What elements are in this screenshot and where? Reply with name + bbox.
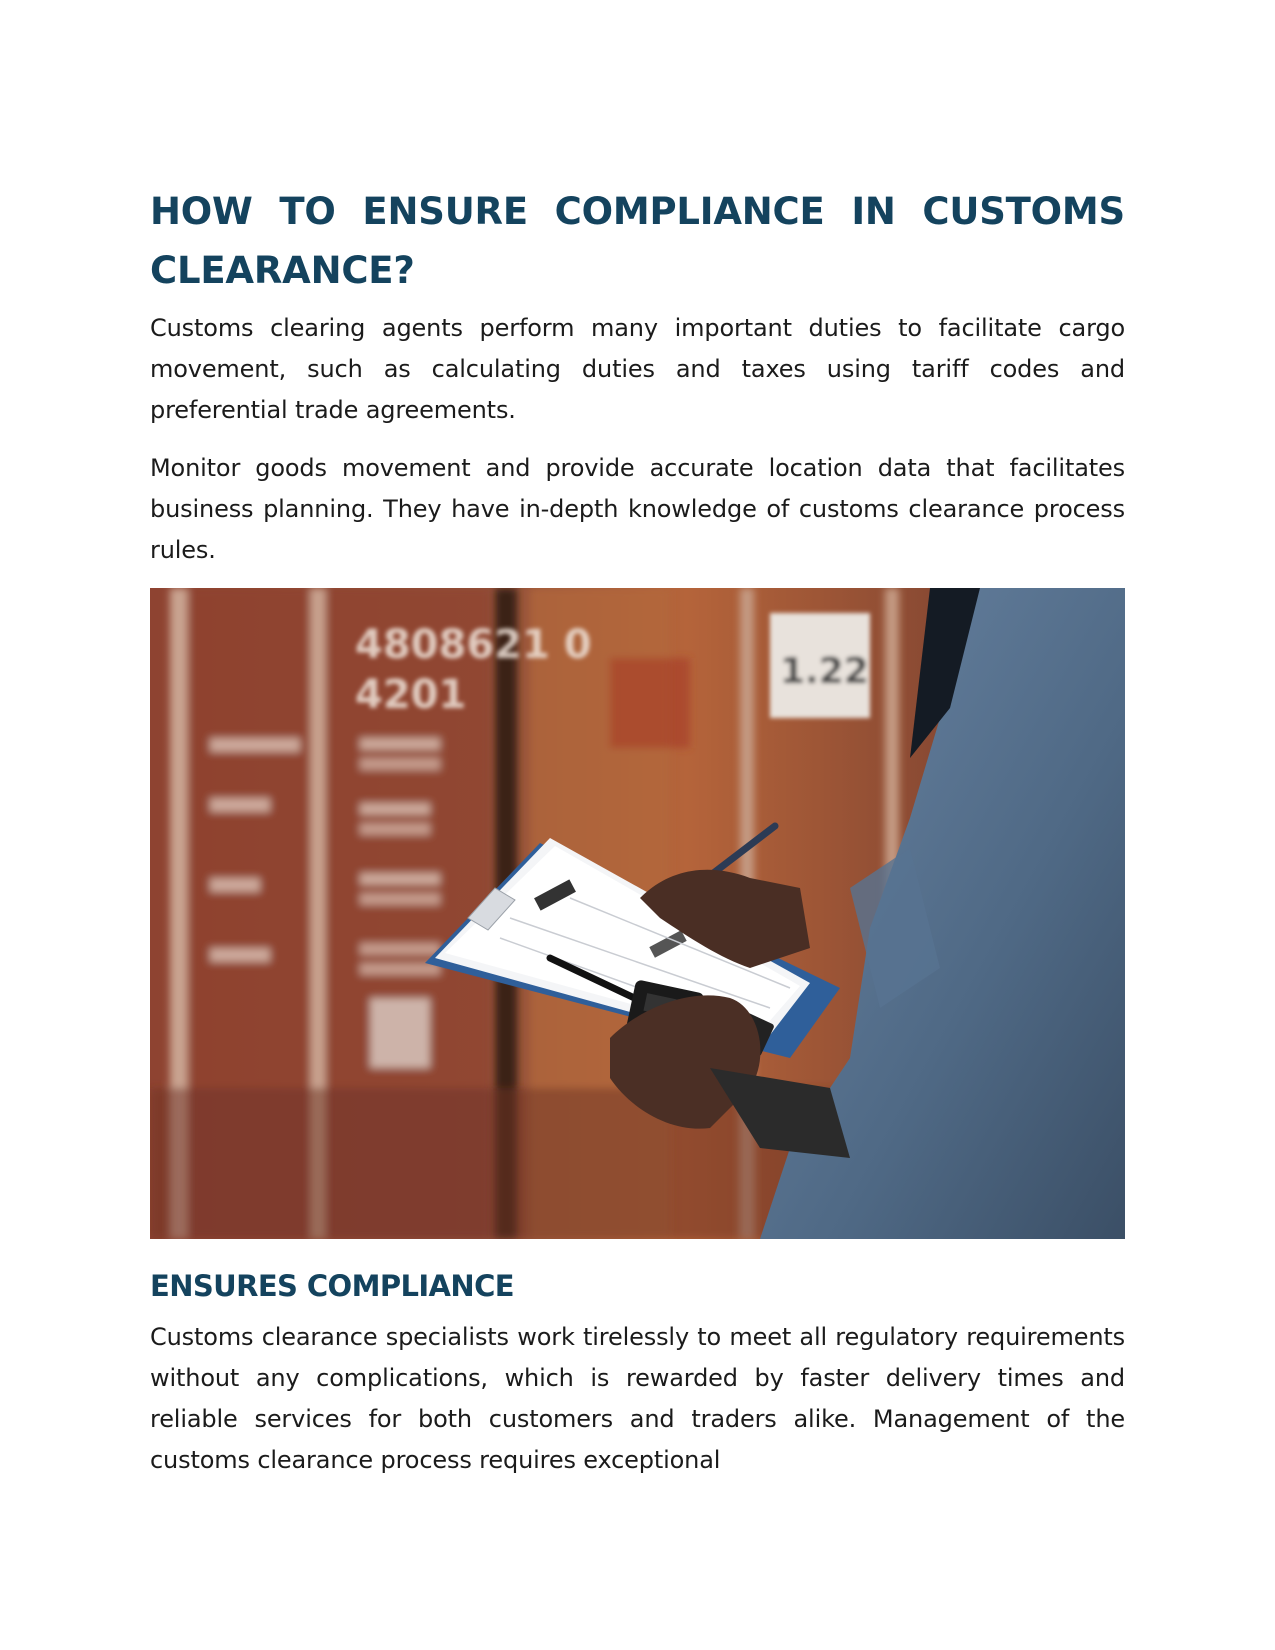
section-paragraph: Customs clearance specialists work tirelessly to meet all regulatory requirements without any complications, which is rewarded by faster delivery times and reliable services for both customers and traders alike. Management of the customs clearance process requires exceptional [150,1323,1125,1474]
section-heading: ENSURES COMPLIANCE [150,1269,514,1303]
section-ensures-compliance [150,1266,1125,1481]
page-title: HOW TO ENSURE COMPLIANCE IN CUSTOMS CLEARANCE? [150,190,1125,292]
placard-number: 1.22 [780,651,869,692]
paragraph-2: Monitor goods movement and provide accurate location data that facilitates business planning. They have in-depth knowledge of customs clearance process rules. [150,454,1125,564]
paragraph-1: Customs clearing agents perform many important duties to facilitate cargo movement, such as calculating duties and taxes using tariff codes and preferential trade agreements. [150,314,1125,424]
customs-inspection-photo [150,588,1125,1239]
container-label-2: 4201 [355,672,467,718]
article-top [150,182,1125,1239]
container-label-1: 4808621 0 [355,622,592,668]
